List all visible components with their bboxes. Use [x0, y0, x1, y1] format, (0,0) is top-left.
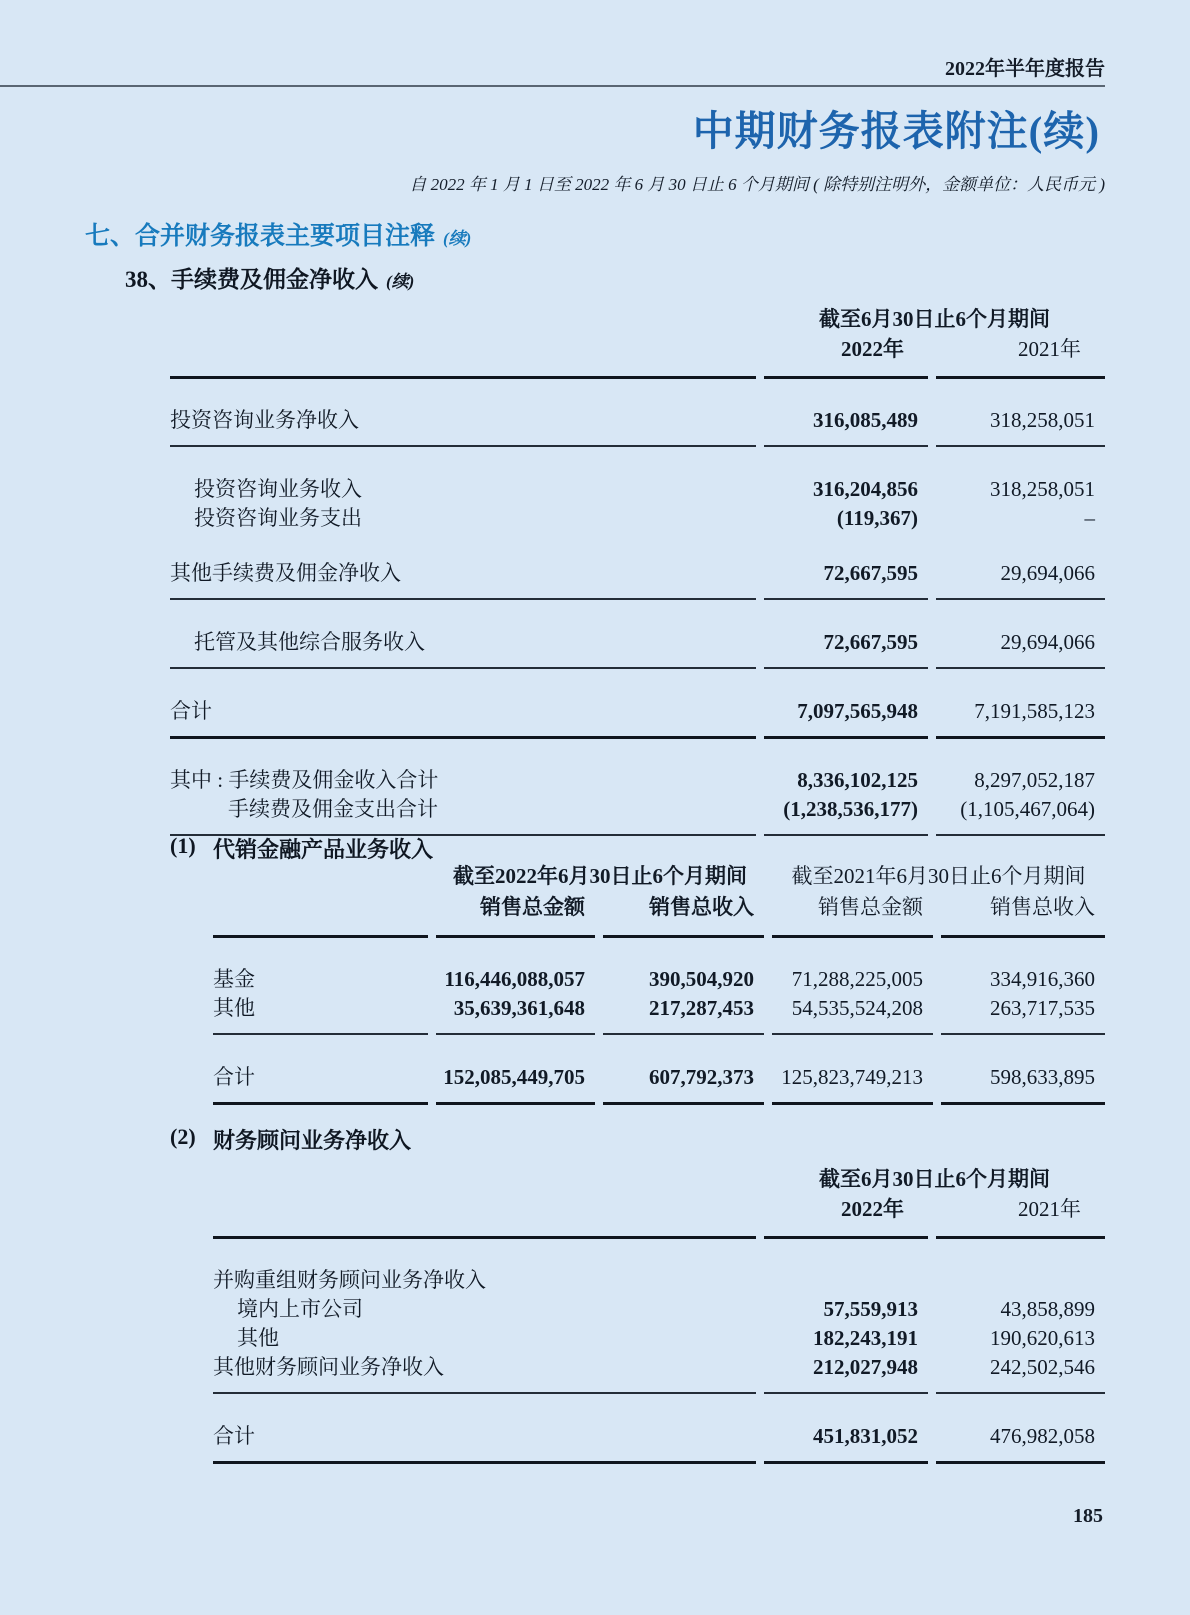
table-row: [170, 475, 1105, 504]
value-2022: (119,367): [836, 506, 918, 530]
table-row: [213, 1295, 1105, 1324]
sales-amount-2021: 71,288,225,005: [791, 967, 923, 991]
section-heading: [85, 216, 471, 252]
sales-income-2021: 263,717,535: [990, 996, 1095, 1020]
table-row: [170, 406, 1105, 435]
sub1-number: (1): [170, 833, 196, 858]
table2-period-row: [213, 861, 1105, 891]
row-label: 投资咨询业务净收入: [170, 408, 359, 432]
sales-income-2021: 334,916,360: [990, 967, 1095, 991]
sales-amount-2022: 35,639,361,648: [453, 996, 585, 1020]
table1-col-2022: 2022年: [841, 337, 904, 361]
row-label: 投资咨询业务收入: [194, 477, 362, 501]
table-rule: [213, 935, 1105, 939]
subsection-continued-mark: (续): [386, 272, 415, 291]
value-2022: 182,243,191: [813, 1326, 918, 1350]
value-2022: 72,667,595: [823, 561, 918, 585]
sales-income-2021: 598,633,895: [990, 1065, 1095, 1089]
page-subtitle: 自 2022 年 1 月 1 日至 2022 年 6 月 30 日止 6 个月期间 ( 除特别注明外，金额单位：人民币元 ): [409, 175, 1105, 194]
sales-amount-2022: 116,446,088,057: [444, 967, 585, 991]
table-row: [213, 1063, 1105, 1092]
row-label: 托管及其他综合服务收入: [194, 630, 425, 654]
header-divider: [0, 85, 1105, 87]
fee-commission-table: [170, 300, 1105, 838]
value-2021: 29,694,066: [1000, 561, 1095, 585]
sales-income-2022: 607,792,373: [649, 1065, 754, 1089]
sales-income-2022: 390,504,920: [649, 967, 754, 991]
table-row: [170, 795, 1105, 824]
table-rule: [213, 1236, 1105, 1240]
section-continued-mark: (续): [443, 229, 472, 248]
row-label: 投资咨询业务支出: [194, 506, 362, 530]
table-rule: [213, 1392, 1105, 1396]
table-row: [170, 628, 1105, 657]
agency-sales-table: [213, 857, 1105, 1106]
value-2021: [936, 1266, 1105, 1295]
table-row: [170, 697, 1105, 726]
row-label: 手续费及佣金支出合计: [228, 797, 438, 821]
value-2022: 451,831,052: [813, 1424, 918, 1448]
sub2-heading: [170, 1124, 411, 1155]
sales-amount-2021: 125,823,749,213: [781, 1065, 923, 1089]
value-2022: (1,238,536,177): [783, 797, 918, 821]
table-rule: [170, 445, 1105, 449]
row-label: 其他: [213, 996, 255, 1020]
value-2021: 43,858,899: [1000, 1297, 1095, 1321]
table-row: [213, 965, 1105, 994]
value-2021: (1,105,467,064): [960, 797, 1095, 821]
value-2022: 8,336,102,125: [797, 768, 918, 792]
row-label: 其他: [237, 1326, 279, 1350]
value-2021: 7,191,585,123: [974, 699, 1095, 723]
row-label: 并购重组财务顾问业务净收入: [213, 1268, 486, 1292]
col-sales-income-2021: 销售总收入: [990, 895, 1095, 919]
subsection-heading: [125, 261, 414, 294]
row-label: 合计: [213, 1065, 255, 1089]
sub2-title: 财务顾问业务净收入: [213, 1128, 412, 1153]
value-2021: 318,258,051: [990, 408, 1095, 432]
row-label: 其他手续费及佣金净收入: [170, 561, 401, 585]
col-sales-amount-2021: 销售总金额: [818, 895, 923, 919]
subsection-number: 38、: [125, 267, 171, 292]
table3-year-row: [213, 1194, 1105, 1224]
table3-period-row: [213, 1164, 1105, 1194]
table-row: [170, 559, 1105, 588]
table-row: [213, 1324, 1105, 1353]
value-2022: 7,097,565,948: [797, 699, 918, 723]
value-2021: 29,694,066: [1000, 630, 1095, 654]
value-2022: 57,559,913: [823, 1297, 918, 1321]
table2-period-2021: 截至2021年6月30日止6个月期间: [791, 864, 1086, 888]
table1-body: [170, 406, 1105, 838]
table-rule: [213, 1461, 1105, 1465]
sales-amount-2022: 152,085,449,705: [443, 1065, 585, 1089]
section-title: 七、合并财务报表主要项目注释: [85, 223, 436, 250]
row-label: 其他财务顾问业务净收入: [213, 1355, 444, 1379]
sub1-title: 代销金融产品业务收入: [213, 837, 434, 862]
report-header: 2022年半年度报告: [945, 58, 1105, 80]
sales-income-2022: 217,287,453: [649, 996, 754, 1020]
value-2022: 316,085,489: [813, 408, 918, 432]
col-sales-amount-2022: 销售总金额: [480, 895, 585, 919]
table3-col-2021: 2021年: [1018, 1197, 1081, 1221]
table-rule: [170, 667, 1105, 671]
value-2021: 476,982,058: [990, 1424, 1095, 1448]
value-2022: 212,027,948: [813, 1355, 918, 1379]
value-2021: –: [1084, 506, 1095, 530]
value-2021: 318,258,051: [990, 477, 1095, 501]
value-2021: 8,297,052,187: [974, 768, 1095, 792]
table-rule: [213, 1033, 1105, 1037]
table1-period-row: [170, 304, 1105, 334]
table1-col-2021: 2021年: [1018, 337, 1081, 361]
row-label: 其中 : 手续费及佣金收入合计: [170, 768, 439, 792]
advisory-income-table: [213, 1160, 1105, 1465]
value-2021: 190,620,613: [990, 1326, 1095, 1350]
table2-colhead-row: [213, 891, 1105, 923]
table3-col-2022: 2022年: [841, 1197, 904, 1221]
table2-period-2022: 截至2022年6月30日止6个月期间: [453, 864, 747, 888]
row-label: 合计: [213, 1424, 255, 1448]
table1-year-row: [170, 334, 1105, 364]
table-row: [170, 504, 1105, 533]
sub2-number: (2): [170, 1124, 196, 1149]
value-2022: [764, 1266, 928, 1295]
table1-period-header: 截至6月30日止6个月期间: [819, 307, 1050, 331]
table-rule: [170, 736, 1105, 740]
row-label: 境内上市公司: [237, 1297, 363, 1321]
page-title: 中期财务报表附注(续): [692, 108, 1100, 154]
table-row: [213, 1422, 1105, 1451]
sales-amount-2021: 54,535,524,208: [791, 996, 923, 1020]
page-number: 185: [1073, 1505, 1103, 1527]
table3-period-header: 截至6月30日止6个月期间: [819, 1167, 1050, 1191]
subsection-title: 手续费及佣金净收入: [171, 267, 378, 292]
table-rule: [170, 376, 1105, 380]
value-2022: 316,204,856: [813, 477, 918, 501]
table3-body: [213, 1266, 1105, 1465]
col-sales-income-2022: 销售总收入: [649, 895, 754, 919]
table2-body: [213, 965, 1105, 1106]
table-rule: [213, 1102, 1105, 1106]
table-row: [213, 1266, 1105, 1295]
row-label: 基金: [213, 967, 255, 991]
table-row: [170, 766, 1105, 795]
row-label: 合计: [170, 699, 212, 723]
table-rule: [170, 598, 1105, 602]
table-row: [213, 994, 1105, 1023]
table-row: [213, 1353, 1105, 1382]
value-2021: 242,502,546: [990, 1355, 1095, 1379]
value-2022: 72,667,595: [823, 630, 918, 654]
